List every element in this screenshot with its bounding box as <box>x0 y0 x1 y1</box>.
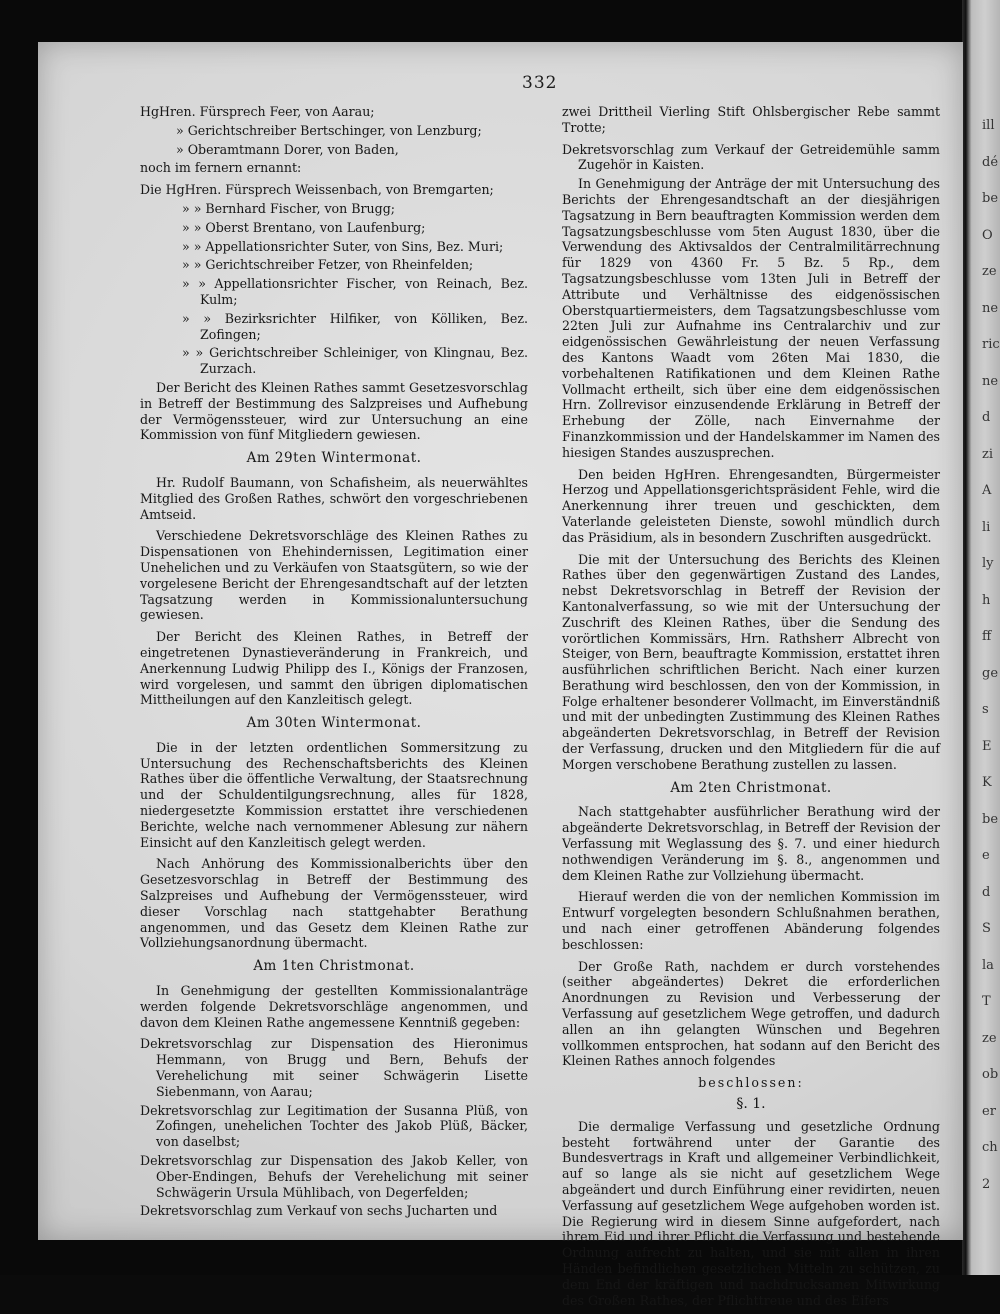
decree-item: Dekretsvorschlag zur Legitimation der Susanna Plüß, von Zofingen, unehelichen Tochter des Jakob Plüß, Bäcker, von daselbst; <box>140 1102 528 1150</box>
edge-fragment: li <box>982 519 991 535</box>
decree-item: Dekretsvorschlag zum Verkauf von sechs Jucharten und <box>140 1203 498 1219</box>
date-heading: Am 29ten Wintermonat. <box>246 450 422 467</box>
paragraph: Die in der letzten ordentlichen Sommersitzung zu Untersuchung des Rechenschaftsberichts des Kleinen Rathes über die öffentliche Verwaltung, der Staatsrechnung und der Schuldentilgungsrechnung, alles für 1828, niedergesetzte Kommission erstattet ihre verschiedenen Berichte, welche nach vernommener Ablesung zur nähern Einsicht auf den Kanzleitisch gelegt werden. <box>140 739 528 850</box>
paragraph: In Genehmigung der Anträge der mit Untersuchung des Berichts der Ehrengesandtschaft an der diesjährigen Tagsatzung in Bern beauftragten Kommission werden dem Tagsatzungsbeschlusse vom 5ten August 1830, über die Verwendung des Aktivsaldos der Centralmilitärrechnung für 1829 von 4360 Fr. 5 Bz. 5 Rp., dem Tagsatzungsbeschlusse vom 13ten Juli in Betreff der Attribute und Verhältnisse des eidgenössischen Oberstquartiermeisters, dem Tagsatzungsbeschlusse vom 22ten Juli zur Aufnahme ins Centralarchiv und zur eidgenössischen Gewährleistung der neuen Verfassung des Kantons Waadt vom 26ten Mai 1830, die vorbehaltenen Ratifikationen und dem Kleinen Rathe Vollmacht ertheilt, sich über eine dem eidgenössischen Hrn. Zollrevisor einzusendende Erklärung in Betreff der Erhebung der Zölle, nach Einvernahme der Finanzkommission und der Handelskammer im Namen des hiesigen Standes auszusprechen. <box>562 176 940 460</box>
edge-fragment: ze <box>982 264 997 279</box>
edge-fragment: h <box>982 592 991 608</box>
date-heading: Am 2ten Christmonat. <box>670 779 832 796</box>
edge-fragment: ric <box>982 337 1000 352</box>
page-number: 332 <box>522 73 558 93</box>
appointee-line: » » Appellationsrichter Fischer, von Reinach, Bez. Kulm; <box>182 276 528 307</box>
edge-fragment: d <box>982 884 991 900</box>
edge-fragment: dé <box>982 154 999 170</box>
paragraph: Hr. Rudolf Baumann, von Schafisheim, als neuerwähltes Mitglied des Großen Rathes, schwört den vorgeschriebenen Amtseid. <box>140 474 528 522</box>
appointee-line: » » Gerichtschreiber Schleiniger, von Klingnau, Bez. Zurzach. <box>182 345 528 377</box>
edge-fragment: la <box>982 957 994 973</box>
edge-fragment: s <box>982 702 989 717</box>
right-column <box>562 104 940 1314</box>
edge-fragment: E <box>982 738 992 754</box>
edge-fragment: O <box>982 227 993 243</box>
appointee-line: » » Gerichtschreiber Fetzer, von Rheinfelden; <box>182 257 474 273</box>
edge-fragment: ill <box>982 118 995 133</box>
appointee-line: » Oberamtmann Dorer, von Baden, <box>176 141 399 157</box>
edge-fragment: e <box>982 848 990 863</box>
edge-fragment: A <box>982 483 992 498</box>
paragraph: Die mit der Untersuchung des Berichts des Kleinen Rathes über den gegenwärtigen Zustand des Landes, nebst Dekretsvorschlag in Betreff der Revision der Kantonalverfassung, so wie mit der Untersuchung der Zuschrift des Kleinen Rathes, über die Sendung des vorörtlichen Kommissärs, Hrn. Rathsherr Albrecht von Steiger, von Bern, beauftragte Kommission, erstattet ihren ausführlichen schriftlichen Bericht. Nach einer kurzen Berathung wird beschlossen, den von der Kommission, in Folge erhaltener besonderer Vollmacht, im Einverständniß und mit der unbedingten Zustimmung des Kleinen Rathes abgeänderten Dekretsvorschlag, in Betreff der Revision der Verfassung, drucken und den Mitgliedern für die auf Morgen verschobene Berathung zustellen zu lassen. <box>562 551 940 772</box>
edge-fragment: K <box>982 775 992 790</box>
appointee-line: » » Oberst Brentano, von Laufenburg; <box>182 219 426 235</box>
edge-fragment: ge <box>982 665 999 681</box>
paragraph: Die dermalige Verfassung und gesetzliche Ordnung besteht fortwährend unter der Garantie des Bundesvertrags in Kraft und allgemeiner Verbindlichkeit, auf so lange als sie nicht auf gesetzlichem Wege abgeändert und durch Einführung einer revidirten, neuen Verfassung auf gesetzlichem Wege aufgehoben worden ist. Die Regierung wird in diesem Sinne aufgefordert, nach ihrem Eid und ihrer Pflicht die Verfassung und bestehende Ordnung aufrecht zu halten, und sie mit allen in ihren Händen befindlichen gesetzlichen Mitteln zu schützen, zu dem End der kräftigen und nachdrucksamen Mitwirkung des Großen Rathes, der Pflichttreue und des Eifers <box>562 1118 940 1308</box>
paragraph: Den beiden HgHren. Ehrengesandten, Bürgermeister Herzog und Appellationsgerichtspräsident Fehle, wird die Anerkennung ihrer treuen und geschickten, dem Vaterlande geleisteten Dienste, sowohl mündlich durch das Präsidium, als in besondern Zuschriften ausgedrückt. <box>562 466 940 545</box>
paragraph: Verschiedene Dekretsvorschläge des Kleinen Rathes zu Dispensationen von Ehehindernissen, Legitimation einer Unehelichen und zu Verkäufen von Staatsgütern, so wie der vorgelesene Bericht der Ehrengesandtschaft auf der letzten Tagsatzung werden in Kommissionaluntersuchung gewiesen. <box>140 528 528 623</box>
edge-fragment: ze <box>982 1030 997 1046</box>
edge-fragment: zi <box>982 446 994 462</box>
edge-fragment: ly <box>982 556 994 571</box>
paragraph: Der Bericht des Kleinen Rathes sammt Gesetzesvorschlag in Betreff der Bestimmung des Salzpreises und Aufhebung der Vermögenssteuer, wird zur Untersuchung an eine Kommission von fünf Mitgliedern gewiesen. <box>140 379 528 443</box>
edge-fragment: T <box>982 994 991 1009</box>
appointee-line: » » Bezirksrichter Hilfiker, von Kölliken, Bez. Zofingen; <box>182 310 528 342</box>
edge-fragment: be <box>982 811 999 827</box>
date-heading: Am 30ten Wintermonat. <box>246 715 422 732</box>
edge-fragment: ff <box>982 629 992 644</box>
date-heading: Am 1ten Christmonat. <box>253 958 415 975</box>
resolution-heading: beschlossen: <box>698 1075 804 1091</box>
section-heading: §. 1. <box>736 1096 766 1113</box>
left-column <box>140 104 528 1222</box>
edge-fragment: 2 <box>982 1176 991 1192</box>
decree-item: Dekretsvorschlag zur Dispensation des Hieronimus Hemmann, von Brugg und Bern, Behufs der Verehelichung mit seiner Schwägerin Lisette Siebenmann, von Aarau; <box>140 1036 528 1099</box>
appointee-line: » Gerichtschreiber Bertschinger, von Lenzburg; <box>176 122 482 138</box>
edge-fragment: be <box>982 191 999 206</box>
edge-fragment: d <box>982 410 991 425</box>
elected-intro: noch im fernern ernannt: <box>140 160 302 176</box>
paragraph: Der Bericht des Kleinen Rathes, in Betreff der eingetretenen Dynastieveränderung in Frankreich, und Anerkennung Ludwig Philipp des I., Königs der Franzosen, wird vorgelesen, und sammt den übrigen diplomatischen Mittheilungen auf den Kanzleitisch gelegt. <box>140 629 528 708</box>
edge-fragment: ne <box>982 373 999 389</box>
edge-fragment: ob <box>982 1067 999 1082</box>
paragraph: Der Große Rath, nachdem er durch vorstehendes (seither abgeändertes) Dekret die erforderlichen Anordnungen zu Revision und Verbesserung der Verfassung auf gesetzlichem Wege getroffen, und dadurch allen an ihn gelangten Wünschen und Begehren vollkommen entsprochen, hat sodann auf den Bericht des Kleinen Rathes annoch folgendes <box>562 958 940 1069</box>
edge-fragment: S <box>982 921 991 936</box>
appointee-line: » » Bernhard Fischer, von Brugg; <box>182 200 396 216</box>
appointee-line: Die HgHren. Fürsprech Weissenbach, von Bremgarten; <box>140 182 494 198</box>
edge-fragment: ne <box>982 300 999 316</box>
edge-fragment: er <box>982 1103 996 1119</box>
paragraph: Nach stattgehabter ausführlicher Berathung wird der abgeänderte Dekretsvorschlag, in Betreff der Revision der Verfassung mit Weglassung des §. 7. und einer hiedurch nothwendigen Veränderung im §. 8., angenommen und dem Kleinen Rathe zur Vollziehung übermacht. <box>562 804 940 883</box>
appointee-line: HgHren. Fürsprech Feer, von Aarau; <box>140 104 375 119</box>
appointee-line: » » Appellationsrichter Suter, von Sins, Bez. Muri; <box>182 238 504 254</box>
decree-item: Dekretsvorschlag zum Verkauf der Getreidemühle samm Zugehör in Kaisten. <box>562 141 940 173</box>
paragraph: zwei Drittheil Vierling Stift Ohlsbergischer Rebe sammt Trotte; <box>562 104 940 135</box>
edge-fragment: ch <box>982 1140 998 1155</box>
decree-item: Dekretsvorschlag zur Dispensation des Jakob Keller, von Ober-Endingen, Behufs der Verehelichung mit seiner Schwägerin Ursula Mühlibach, von Degerfelden; <box>140 1153 528 1200</box>
paragraph: In Genehmigung der gestellten Kommissionalanträge werden folgende Dekretsvorschläge angenommen, und davon dem Kleinen Rathe angemessene Kenntniß gegeben: <box>140 983 528 1030</box>
paragraph: Nach Anhörung des Kommissionalberichts über den Gesetzesvorschlag in Betreff der Bestimmung des Salzpreises und Aufhebung der Vermögenssteuer, wird dieser Vorschlag nach stattgehabter Berathung angenommen, und das Gesetz dem Kleinen Rathe zur Vollziehungsanordnung übermacht. <box>140 856 528 951</box>
paragraph: Hierauf werden die von der nemlichen Kommission im Entwurf vorgelegten besondern Schlußnahmen berathen, und nach einer getroffenen Abänderung folgendes beschlossen: <box>562 889 940 952</box>
